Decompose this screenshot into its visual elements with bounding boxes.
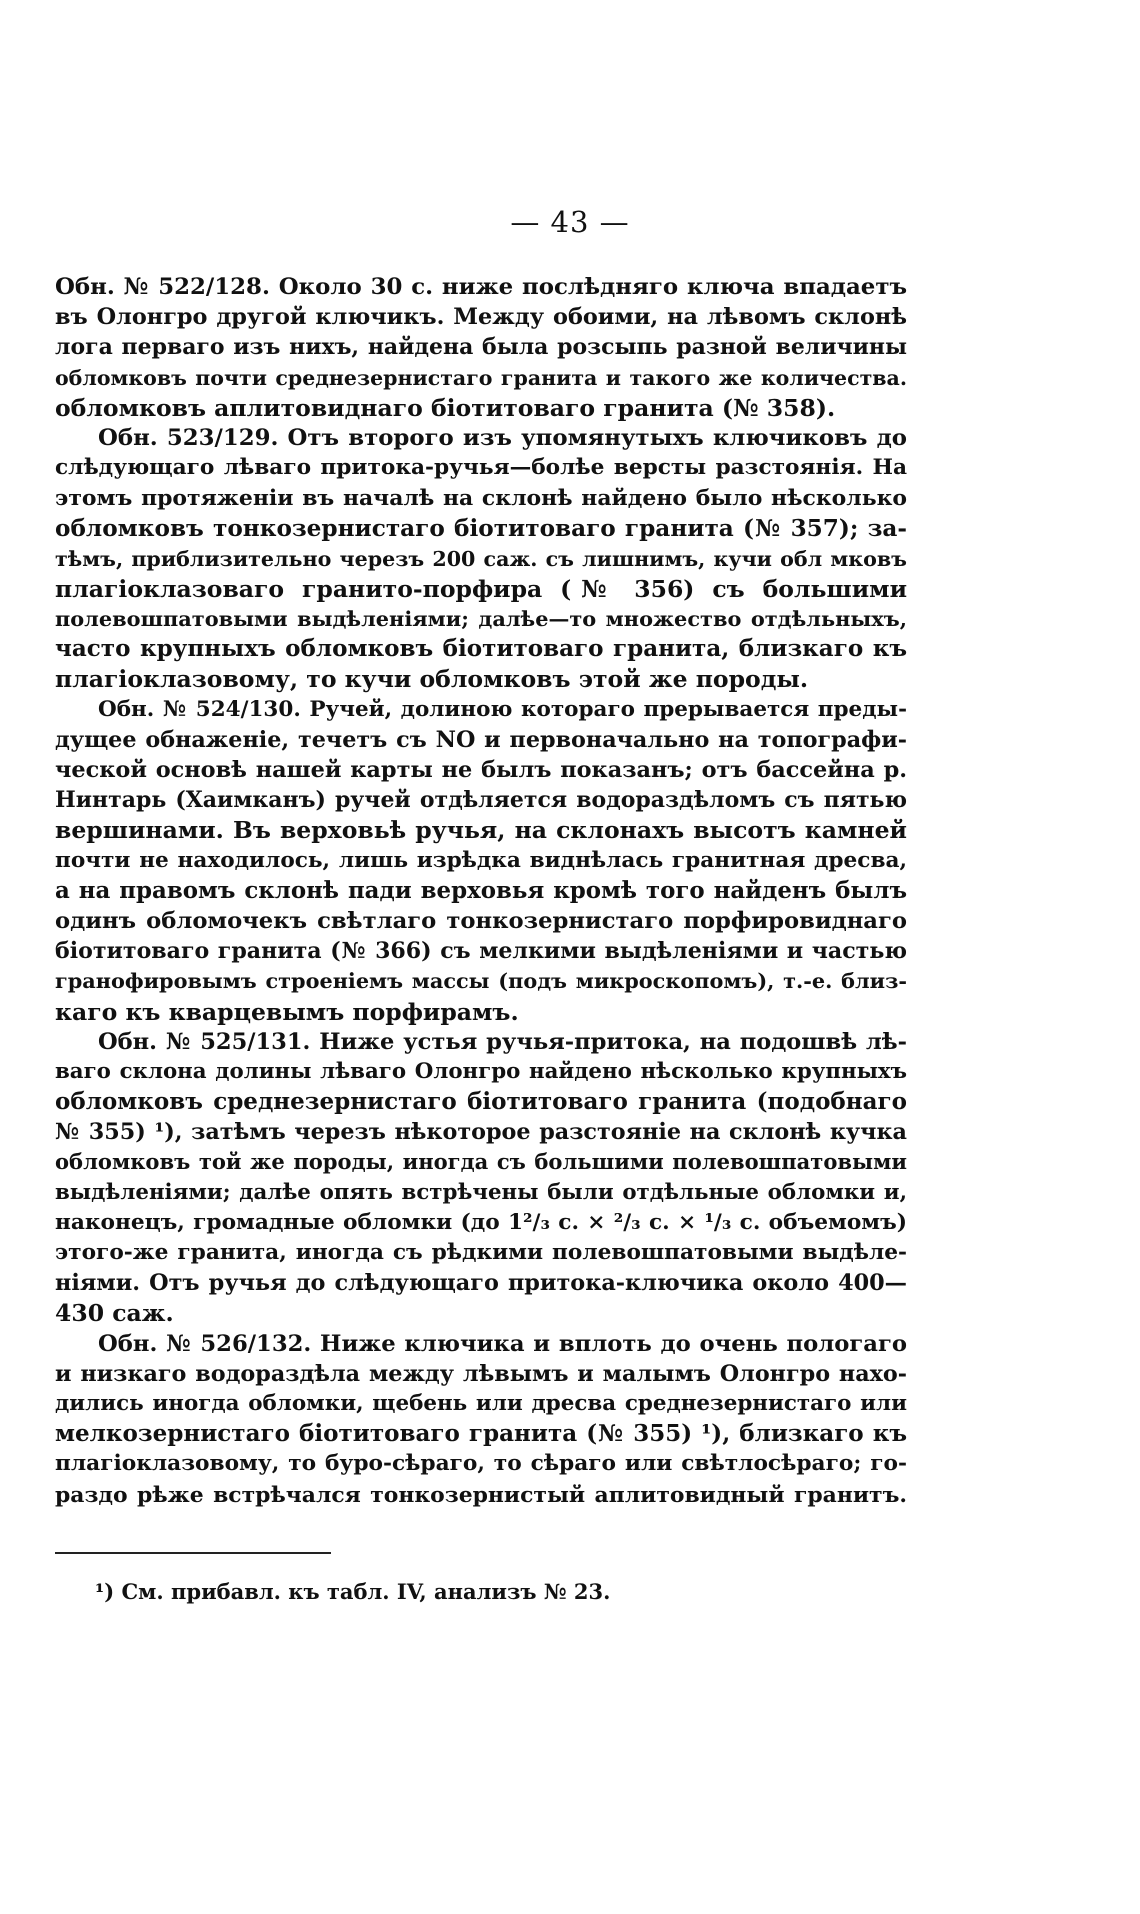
text-line: Обн. № 522/128. Около 30 с. ниже послѣдняго ключа впадаетъ [55,274,907,300]
text-line: раздо рѣже встрѣчался тонкозернистый аплитовидный гранитъ. [55,1481,907,1508]
text-line: біотитоваго гранита (№ 366) съ мелкими выдѣленіями и частью [55,938,907,965]
body-text [55,272,907,1510]
text-line: плагіоклазоваго гранито-порфира (№ 356) съ большими [55,574,907,603]
text-line: часто крупныхъ обломковъ біотитоваго гранита, близкаго къ [55,635,907,663]
text-line: 430 саж. [55,1299,174,1328]
footnote-rule [55,1552,331,1554]
text-line: обломковъ аплитовиднаго біотитоваго гранита (№ 358). [55,393,836,422]
text-line: плагіоклазовому, то кучи обломковъ этой же породы. [55,665,809,694]
page-number: — 43 — [510,205,630,239]
text-line: дущее обнаженіе, течетъ съ NO и первоначально на топографи- [55,726,907,753]
text-line: вершинами. Въ верховьѣ ручья, на склонахъ высотъ камней [55,816,907,845]
text-line: обломковъ тонкозернистаго біотитоваго гранита (№ 357); за- [55,514,907,542]
text-line: полевошпатовыми выдѣленіями; далѣе—то множество отдѣльныхъ, [55,606,907,632]
text-line: ческой основѣ нашей карты не былъ показанъ; отъ бассейна р. [55,757,907,783]
text-line: этого-же гранита, иногда съ рѣдкими полевошпатовыми выдѣле- [55,1240,907,1265]
text-line: выдѣленіями; далѣе опять встрѣчены были отдѣльные обломки и, [55,1179,907,1205]
text-line: одинъ обломочекъ свѣтлаго тонкозернистаго порфировиднаго [55,907,907,934]
text-line: обломковъ среднезернистаго біотитоваго гранита (подобнаго [55,1088,907,1116]
text-line: каго къ кварцевымъ порфирамъ. [55,997,519,1026]
text-line: Нинтарь (Хаимканъ) ручей отдѣляется водораздѣломъ съ пятью [55,787,907,814]
text-line: обломковъ той же породы, иногда съ большими полевошпатовыми [55,1149,907,1175]
text-line: ваго склона долины лѣваго Олонгро найдено нѣсколько крупныхъ [55,1058,907,1084]
text-line: Обн. № 525/131. Ниже устья ручья-притока, на подошвѣ лѣ- [98,1028,907,1055]
text-line: Обн. № 526/132. Ниже ключика и вплоть до очень пологаго [98,1330,907,1357]
text-line: лога перваго изъ нихъ, найдена была розсыпь разной величины [55,334,907,361]
text-line: почти не находилось, лишь изрѣдка виднѣлась гранитная дресва, [55,847,907,873]
text-line: гранофировымъ строеніемъ массы (подъ микроскопомъ), т.-е. близ- [55,968,907,994]
text-line: обломковъ почти среднезернистаго гранита и такого же количества. [55,365,907,390]
text-line: Обн. 523/129. Отъ второго изъ упомянутыхъ ключиковъ до [98,424,907,451]
text-line: плагіоклазовому, то буро-сѣраго, то сѣраго или свѣтлосѣраго; го- [55,1451,907,1477]
text-line: № 355) ¹), затѣмъ черезъ нѣкоторое разстояніе на склонѣ кучка [55,1119,907,1146]
text-line: въ Олонгро другой ключикъ. Между обоими, на лѣвомъ склонѣ [55,304,907,331]
text-line: дились иногда обломки, щебень или дресва среднезернистаго или [55,1390,907,1416]
text-line: ніями. Отъ ручья до слѣдующаго притока-ключика около 400— [55,1270,907,1297]
text-line: тѣмъ, приблизительно черезъ 200 саж. съ лишнимъ, кучи обл мковъ [55,546,907,571]
text-line: наконецъ, громадные обломки (до 1²/₃ с. × ²/₃ с. × ¹/₃ с. объемомъ) [55,1209,907,1235]
text-line: а на правомъ склонѣ пади верховья кромѣ того найденъ былъ [55,877,907,904]
text-line: и низкаго водораздѣла между лѣвымъ и малымъ Олонгро нахо- [55,1360,907,1387]
text-line: мелкозернистаго біотитоваго гранита (№ 355) ¹), близкаго къ [55,1420,907,1448]
text-line: этомъ протяженіи въ началѣ на склонѣ найдено было нѣсколько [55,485,907,512]
text-line: Обн. № 524/130. Ручей, долиною котораго прерывается преды- [98,696,907,722]
text-line: слѣдующаго лѣваго притока-ручья—болѣе версты разстоянія. На [55,455,907,481]
footnote: ¹) См. прибавл. къ табл. IV, анализъ № 23. [95,1579,611,1604]
